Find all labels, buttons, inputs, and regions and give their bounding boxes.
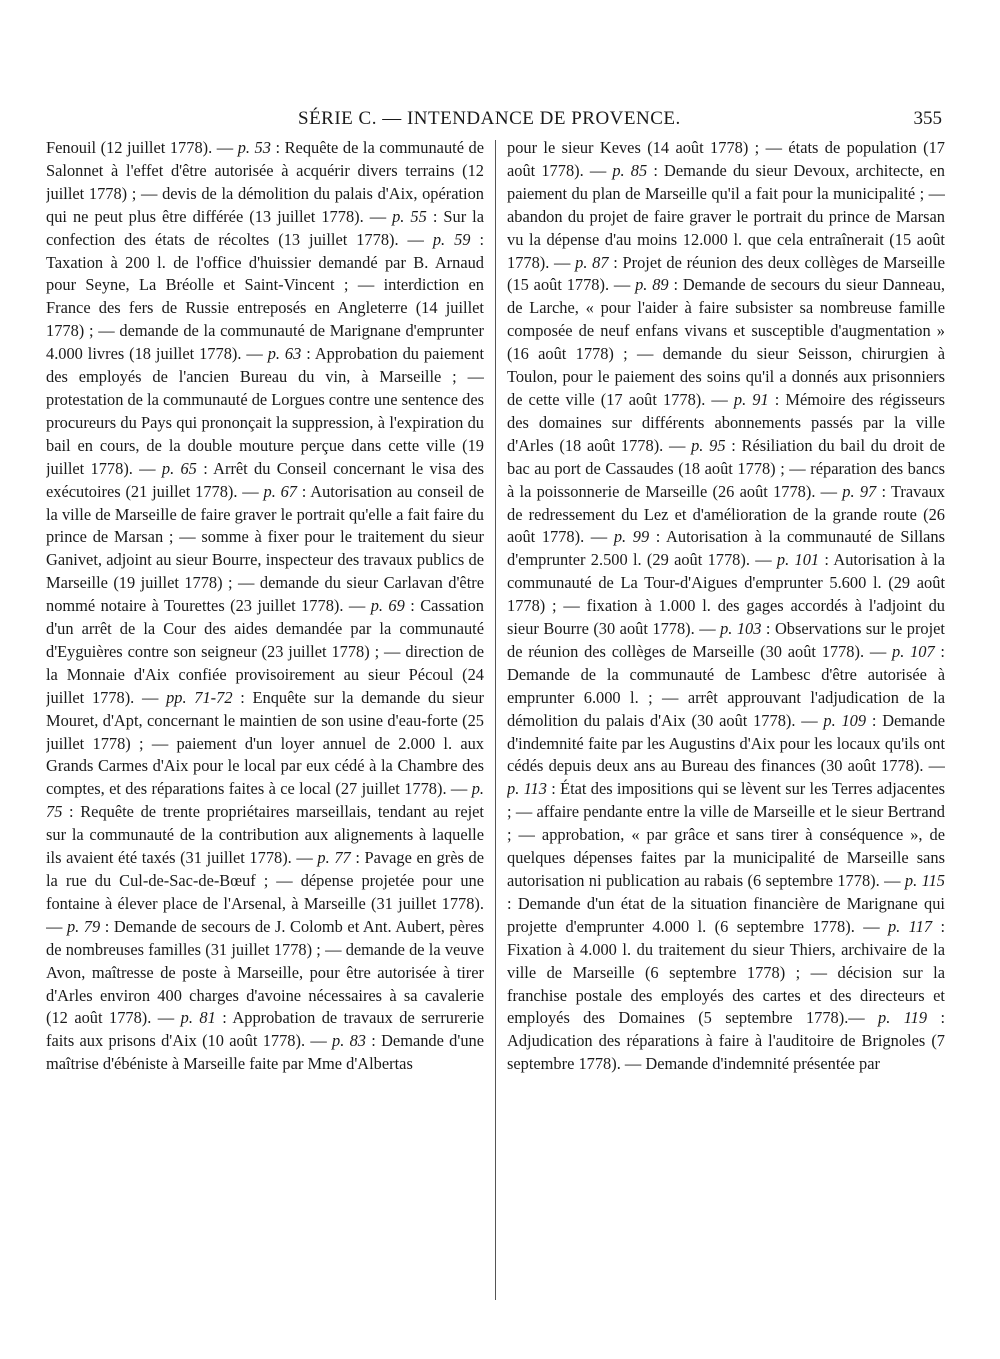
page-reference: p. 91	[733, 389, 769, 409]
page-reference: p. 69	[370, 596, 405, 616]
page-reference: p. 101	[776, 550, 820, 570]
page-reference: p. 63	[267, 344, 302, 364]
entry-segment	[507, 275, 945, 409]
page-reference: p. 75	[46, 779, 484, 822]
page-reference: p. 59	[432, 229, 471, 249]
entry-text: : Enquête sur la demande du sieur Mouret, d'Apt, concernant le maintien de son usine d'eau-forte (25 juillet 1778) ; — paiement d'un loyer annuel de 2.000 l. aux Grands Carmes d'Aix pour le local par eux cédé à la Chambre des comptes, et des réparations faites à ce local (27 juillet 1778). —	[46, 687, 484, 799]
page-reference: p. 107	[892, 641, 935, 661]
entry-text: : Mémoire des régisseurs des domaines sur différents abonnements passés par la ville d'Arles (18 août 1778). —	[507, 389, 945, 455]
entry-text: : Demande d'une maîtrise d'ébéniste à Marseille faite par Mme d'Albertas	[46, 1031, 484, 1074]
entry-text: : Approbation du paiement des employés de l'ancien Bureau du vin, à Marseille ; — protestation de la communauté de Lorgues contre une sentence des procureurs du Pays qui prononçait la suppression, à l'expiration du bail en cours, de la double mouture perçue dans cette ville (19 juillet 1778). —	[46, 344, 484, 478]
page-reference: p. 87	[575, 252, 609, 272]
entry-text: : Demande de secours du sieur Danneau, de Larche, « pour l'aider à faire subsister sa nombreuse famille composée de neuf enfans vivans et susceptible d'augmentation » (16 août 1778) ; — demande du sieur Seisson, chirurgien à Toulon, pour le paiement des soins qu'il a donnés aux prisonniers de cette ville (17 août 1778). —	[507, 275, 945, 409]
entry-segment	[507, 779, 945, 890]
right-column	[507, 137, 945, 1297]
entry-text: : Adjudication des réparations à faire à l'auditoire de Brignoles (7 septembre 1778). — Demande d'indemnité présentée par	[507, 1008, 945, 1074]
entry-text: : Autorisation à la communauté de Sillans d'emprunter 2.500 l. (29 août 1778). —	[507, 527, 945, 570]
page-reference: p. 97	[842, 481, 877, 501]
entry-text: : Requête de trente propriétaires marseillais, tendant au rejet sur la communauté de la contribution aux alignements à laquelle ils avaient été taxés (31 juillet 1778). —	[46, 802, 484, 868]
entry-text: pour le sieur Keves (14 août 1778) ; — états de population (17 août 1778). —	[507, 138, 945, 180]
entry-text: : Approbation de travaux de serrurerie faits aux prisons d'Aix (10 août 1778). —	[46, 1008, 484, 1051]
page-reference: p. 99	[613, 527, 650, 547]
page-reference: p. 83	[332, 1031, 366, 1051]
page-reference: p. 85	[612, 160, 648, 180]
entry-text: : Demande d'indemnité faite par les Augustins d'Aix pour les locaux qu'ils ont cédés depuis deux ans au Bureau des finances (30 août 1778). —	[507, 710, 945, 776]
page-reference: p. 119	[878, 1008, 928, 1028]
page-reference: p. 65	[161, 458, 197, 478]
entry-text: : Cassation d'un arrêt de la Cour des aides demandée par la communauté d'Eyguières contre son seigneur (23 juillet 1778) ; — direction de la Monnaie d'Aix confiée provisoirement au sieur Pécoul (24 juillet 1778). —	[46, 596, 484, 707]
page-reference: p. 77	[317, 848, 351, 868]
entry-text: : Taxation à 200 l. de l'office d'huissier demandé par B. Arnaud pour Seyne, La Bréolle et Saint-Vincent ; — interdiction en France des fers de Russie entreposés en Angleterre (14 juillet 1778) ; — demande de la communauté de Marignane d'emprunter 4.000 livres (18 juillet 1778). —	[46, 229, 484, 364]
entry-text: : Résiliation du bail du droit de bac au port de Cassaudes (18 août 1778) ; — réparation des bancs à la poissonnerie de Marseille (26 août 1778). —	[507, 435, 945, 501]
entry-text: Fenouil (12 juillet 1778). —	[46, 138, 238, 157]
entry-text: : Requête de la communauté de Salonnet à l'effet d'être autorisée à acquérir divers terrains (12 juillet 1778) ; — devis de la démolition du palais d'Aix, opération qui ne peut plus être différée (13 juillet 1778). —	[46, 138, 484, 226]
entry-text: : Demande du sieur Devoux, architecte, en paiement du plan de Marseille qu'il a fait pour la municipalité ; — abandon du projet de faire graver le portrait du prince de Marsan vu la dépense d'au moins 12.000 l. que cela entraînerait (15 août 1778). —	[507, 160, 945, 272]
entry-text: : Travaux de redressement du Lez et d'amélioration de la grande route (26 août 1778). —	[507, 481, 945, 547]
entry-text: : Autorisation à la communauté de La Tour-d'Aigues d'emprunter 5.600 l. (29 août 1778) ; — fixation à 1.000 l. des gages accordés à l'adjoint du sieur Bourre (30 août 1778). —	[507, 550, 945, 639]
entry-text: : Sur la confection des états de récoltes (13 juillet 1778). —	[46, 206, 484, 249]
page-reference: p. 109	[823, 710, 867, 730]
entry-text: : Demande d'un état de la situation financière de Marignane qui projette d'emprunter 4.000 l. (6 septembre 1778). —	[507, 893, 945, 936]
page-reference: p. 53	[237, 138, 271, 157]
entry-text: : Projet de réunion des deux collèges de Marseille (15 août 1778). —	[507, 252, 945, 295]
page-reference: pp. 71-72	[166, 687, 233, 707]
entry-text: : Arrêt du Conseil concernant le visa des exécutoires (21 juillet 1778). —	[46, 458, 484, 501]
entry-text: : Autorisation au conseil de la ville de Marseille de faire graver le portrait qu'elle a fait faire du prince de Marsan ; — somme à fixer pour le traitement du sieur Ganivet, adjoint au sieur Bourre, inspecteur des travaux publics de Marseille (19 juillet 1778) ; — demande du sieur Carlavan d'être nommé notaire à Tourettes (23 juillet 1778). —	[46, 481, 484, 616]
page-reference: p. 115	[904, 871, 945, 890]
page-reference: p. 113	[507, 779, 547, 799]
page-reference: p. 103	[720, 619, 762, 639]
running-title: SÉRIE C. — INTENDANCE DE PROVENCE.	[298, 108, 681, 129]
page-reference: p. 67	[263, 481, 297, 501]
entry-text: : Pavage en grès de la rue du Cul-de-Sac-de-Bœuf ; — dépense projetée pour une fontaine à élever place de l'Arsenal, à Marseille (31 juillet 1778). —	[46, 848, 484, 936]
page-number: 355	[913, 108, 942, 129]
entry-segment	[46, 344, 484, 478]
entry-text: : Observations sur le projet de réunion des collèges de Marseille (30 août 1778). —	[507, 619, 945, 661]
page-reference: p. 89	[635, 275, 669, 295]
column-divider	[495, 140, 496, 1300]
entry-text: : État des impositions qui se lèvent sur les Terres adjacentes ; — affaire pendante entre la ville de Marseille et le sieur Bertrand ; — approbation, « par grâce et sans tirer à conséquence », de quelques dépenses faites par la municipalité de Marseille sans autorisation ni publication au rabais (6 septembre 1778). —	[507, 779, 945, 890]
left-column	[46, 137, 484, 1297]
page-reference: p. 79	[66, 916, 101, 936]
page-reference: p. 81	[180, 1008, 216, 1028]
page-reference: p. 95	[691, 435, 726, 455]
page-reference: p. 55	[392, 206, 427, 226]
entry-text: : Fixation à 4.000 l. du traitement du sieur Thiers, archivaire de la ville de Marseille (6 septembre 1778) ; — décision sur la franchise postale des employés des cartes et des directeurs et employés des Domaines (5 septembre 1778).—	[507, 916, 945, 1028]
entry-text: : Demande de secours de J. Colomb et Ant. Aubert, pères de nombreuses familles (31 juillet 1778) ; — demande de la veuve Avon, maîtresse de poste à Marseille, pour être autorisée à tirer d'Arles environ 400 charges d'avoine nécessaires à sa cavalerie (12 août 1778). —	[46, 916, 484, 1028]
page-header	[0, 108, 1000, 134]
entry-text: : Demande de la communauté de Lambesc d'être autorisée à emprunter 6.000 l. ; — arrêt approuvant l'adjudication de la démolition du palais d'Aix (30 août 1778). —	[507, 641, 945, 730]
entry-segment	[46, 138, 238, 157]
page-reference: p. 117	[887, 916, 933, 936]
